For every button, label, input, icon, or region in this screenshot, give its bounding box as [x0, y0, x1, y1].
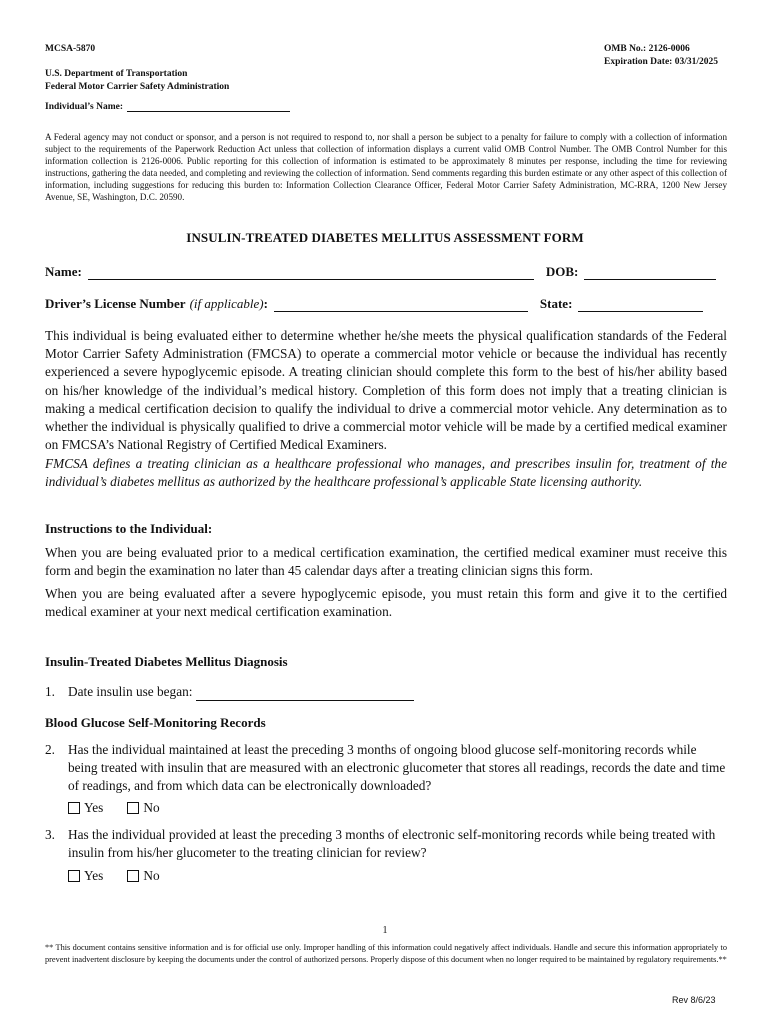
question-3-options — [68, 868, 184, 884]
name-label: Name: — [45, 264, 82, 279]
q2-yes-label: Yes — [84, 800, 104, 815]
omb-number: OMB No.: 2126-0006 — [604, 44, 690, 54]
q3-no-label: No — [143, 868, 160, 883]
q3-yes-checkbox[interactable] — [68, 870, 80, 882]
q3-no-option[interactable] — [127, 868, 159, 884]
question-1-text: Date insulin use began: — [68, 684, 193, 699]
license-field[interactable] — [274, 297, 528, 312]
form-number: MCSA-5870 — [45, 44, 96, 54]
instructions-para-2: When you are being evaluated after a severe hypoglycemic episode, you must retain this form and give it to the certified medical examiner at your next medical certification examination. — [45, 586, 727, 620]
license-colon: : — [263, 296, 268, 311]
q3-no-checkbox[interactable] — [127, 870, 139, 882]
question-2-number: 2. — [45, 742, 55, 757]
q3-yes-option[interactable] — [68, 868, 103, 884]
state-label: State: — [539, 296, 573, 311]
license-qualifier: (if applicable) — [189, 296, 264, 311]
individual-name-field[interactable] — [127, 100, 290, 112]
license-label: Driver’s License Number — [45, 296, 186, 311]
name-dob-row — [45, 264, 727, 280]
question-1 — [45, 683, 727, 701]
definition-paragraph: FMCSA defines a treating clinician as a healthcare professional who manages, and prescribes insulin for, treatment of the individual’s diabetes mellitus as authorized by the healthcare professional’s applicable State licensing authority. — [45, 456, 727, 490]
agency-block — [45, 68, 229, 94]
q2-no-checkbox[interactable] — [127, 802, 139, 814]
instructions-para-1: When you are being evaluated prior to a medical certification examination, the certified medical examiner must receive this form and begin the examination no later than 45 calendar days after a treating clinician signs this form. — [45, 545, 727, 579]
question-2 — [45, 741, 727, 796]
individual-name-label: Individual’s Name: — [45, 102, 124, 112]
q2-yes-checkbox[interactable] — [68, 802, 80, 814]
instructions-heading: Instructions to the Individual: — [45, 521, 213, 536]
omb-block — [604, 43, 718, 69]
page-number: 1 — [382, 925, 388, 936]
q3-yes-label: Yes — [84, 868, 104, 883]
department-name: U.S. Department of Transportation — [45, 69, 188, 79]
records-heading: Blood Glucose Self-Monitoring Records — [45, 715, 266, 730]
question-1-number: 1. — [45, 684, 55, 699]
insulin-date-field[interactable] — [196, 686, 414, 701]
revision-date: Rev 8/6/23 — [672, 995, 716, 1005]
administration-name: Federal Motor Carrier Safety Administration — [45, 82, 230, 92]
question-3 — [45, 826, 727, 862]
paperwork-notice: A Federal agency may not conduct or sponsor, and a person is not required to respond to, nor shall a person be subject to a penalty for failure to comply with a collection of information subject to the requirements of the Paperwork Reduction Act unless that collection of information displays a current valid OMB Control Number. The OMB Control Number for this information collection is 2126-0006. Public reporting for this collection of information is estimated to be approximately 8 minutes per response, including the time for reviewing instructions, gathering the data needed, and completing and reviewing the collection of information. Send comments regarding this burden estimate or any other aspect of this collection of information, including suggestions for reducing this burden to: Information Collection Clearance Officer, Federal Motor Carrier Safety Administration, MC-RRA, 1200 New Jersey Avenue, SE, Washington, D.C. 20590. — [45, 132, 727, 203]
name-field[interactable] — [88, 265, 534, 280]
license-state-row — [45, 296, 727, 312]
intro-paragraph: This individual is being evaluated either to determine whether he/she meets the physical qualification standards of the Federal Motor Carrier Safety Administration (FMCSA) to operate a commercial motor vehicle or because the individual has recently experienced a severe hypoglycemic episode. A treating clinician should complete this form to the best of his/her ability based on his/her knowledge of the individual’s medical history. Completion of this form does not imply that a treating clinician is making a medical certification decision to qualify the individual to drive a commercial motor vehicle. Any determination as to whether the individual is physically qualified to drive a commercial motor vehicle will be made by a certified medical examiner on FMCSA’s National Registry of Certified Medical Examiners. — [45, 328, 727, 453]
individual-name-row — [45, 100, 290, 112]
sensitivity-notice: ** This document contains sensitive information and is for official use only. Improper handling of this information could negatively affect individuals. Handle and secure this information appropriately to prevent inadvertent disclosure by keeping the documents under the control of authorized persons. Properly dispose of this document when no longer required to be maintained by regulatory requirements.** — [45, 943, 727, 964]
form-title: INSULIN-TREATED DIABETES MELLITUS ASSESSMENT FORM — [186, 230, 584, 245]
question-2-options — [68, 800, 184, 816]
expiration-date: Expiration Date: 03/31/2025 — [604, 57, 718, 67]
q2-no-label: No — [143, 800, 160, 815]
state-field[interactable] — [578, 297, 703, 312]
question-3-number: 3. — [45, 827, 55, 842]
dob-field[interactable] — [584, 265, 716, 280]
diagnosis-heading: Insulin-Treated Diabetes Mellitus Diagnosis — [45, 654, 288, 669]
q2-yes-option[interactable] — [68, 800, 103, 816]
question-2-text: Has the individual maintained at least the preceding 3 months of ongoing blood glucose self-monitoring records while being treated with insulin that are measured with an electronic glucometer that stores all readings, records the date and time of readings, and from which data can be electronically downloaded? — [68, 742, 726, 794]
q2-no-option[interactable] — [127, 800, 159, 816]
dob-label: DOB: — [545, 264, 579, 279]
question-3-text: Has the individual provided at least the preceding 3 months of electronic self-monitoring records while being treated with insulin from his/her glucometer to the treating clinician for review? — [68, 827, 716, 861]
